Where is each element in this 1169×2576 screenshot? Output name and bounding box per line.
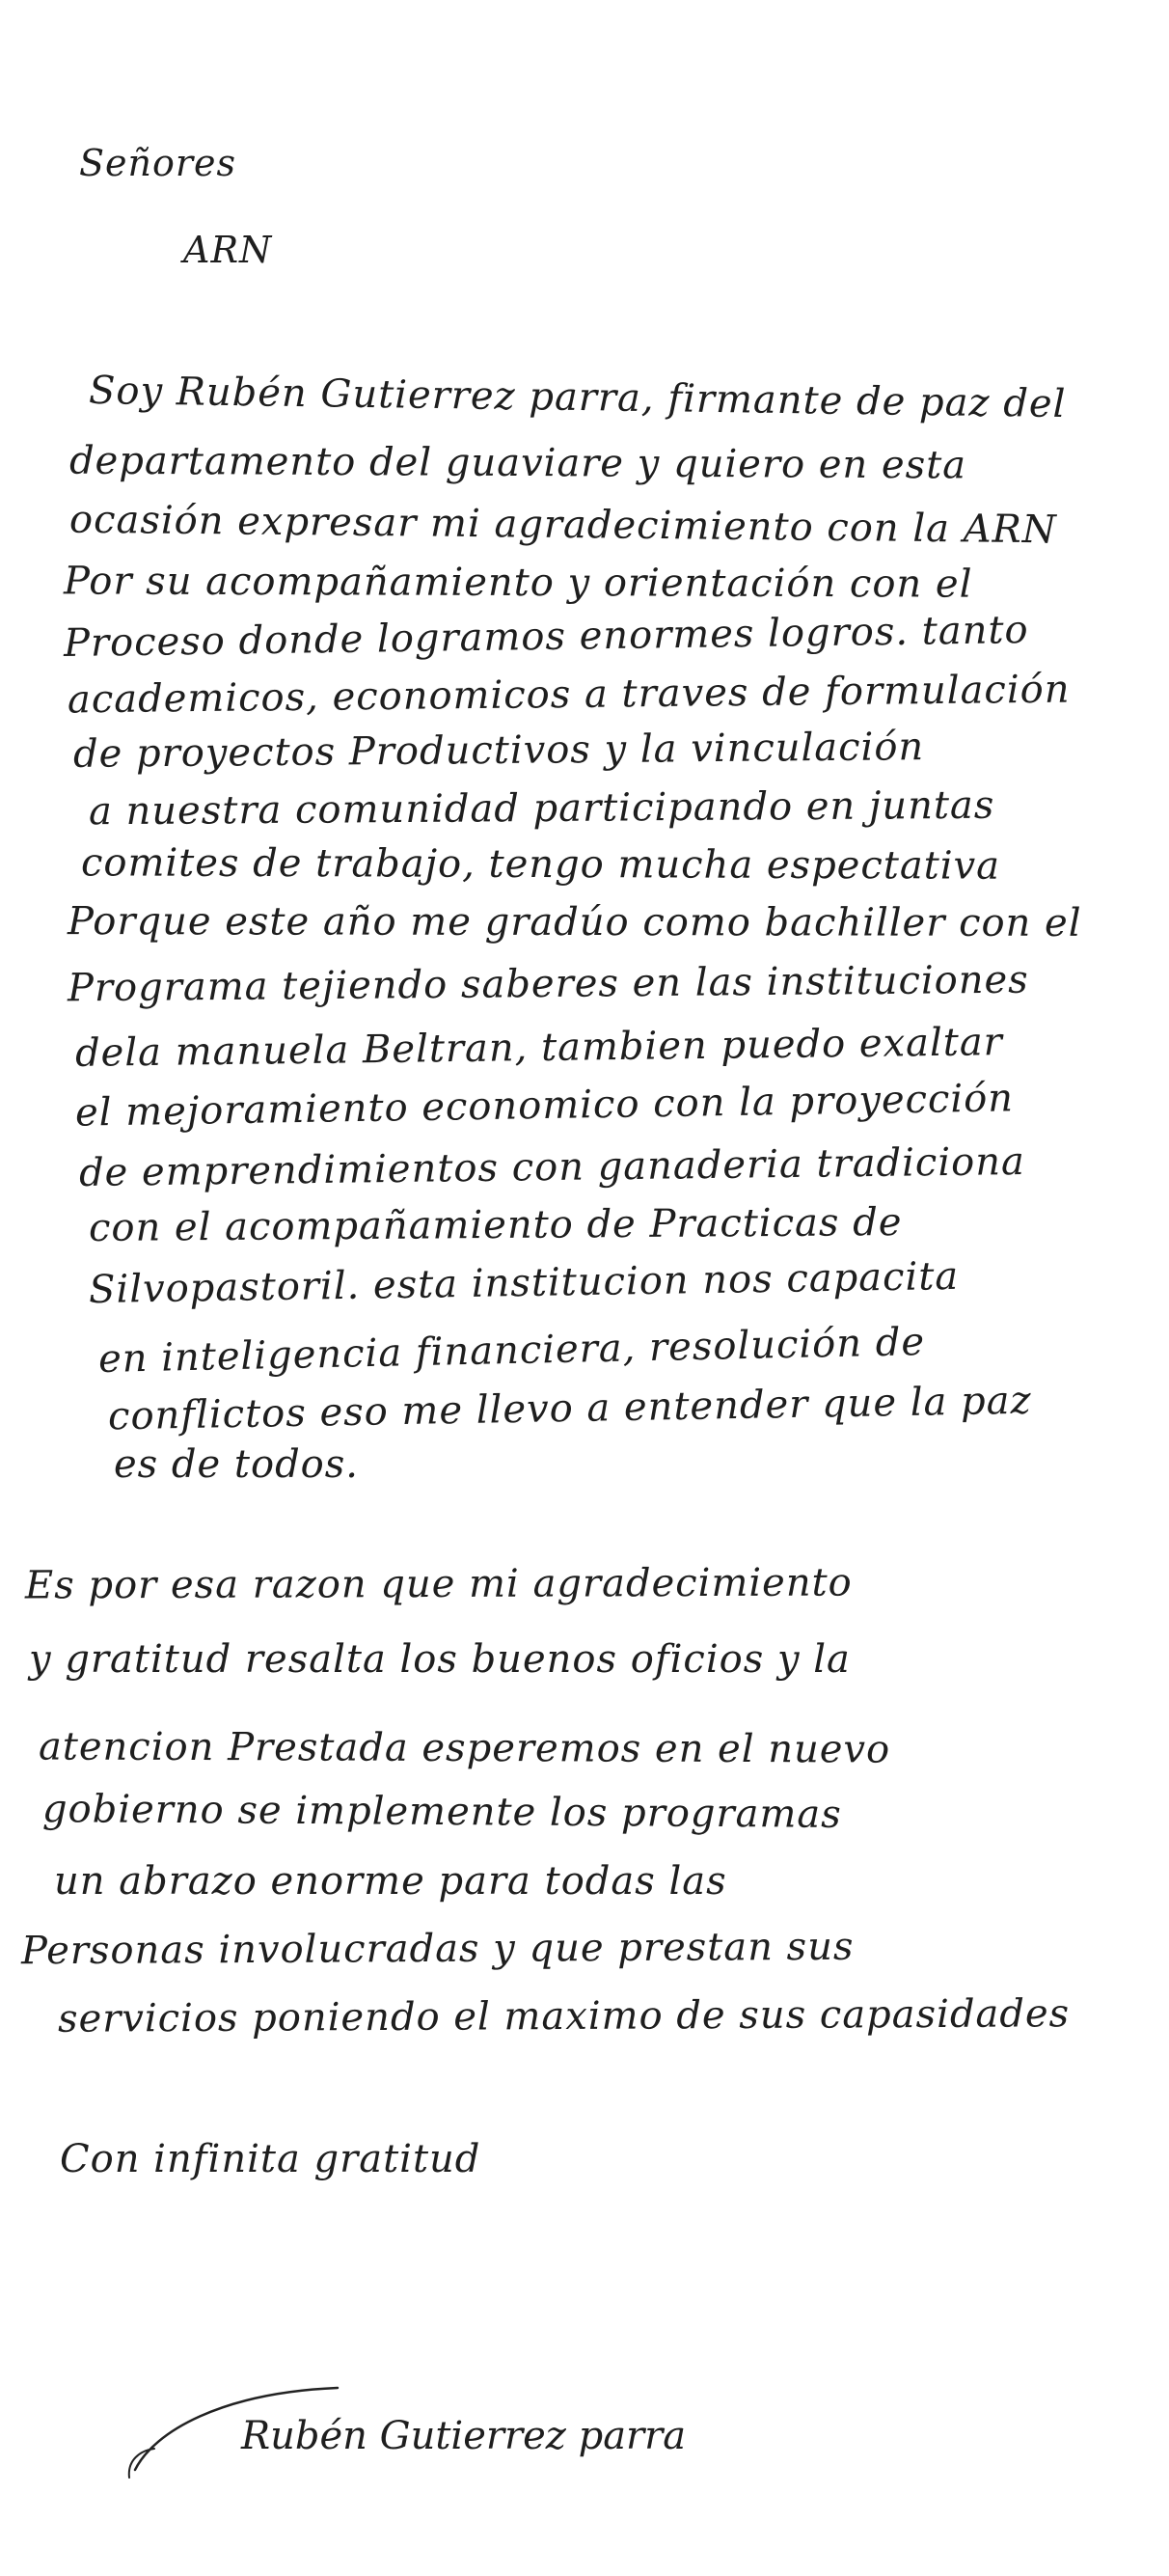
paragraph-1-line: Porque este año me gradúo como bachiller con el (67, 899, 1082, 945)
paragraph-1-line: dela manuela Beltran, tambien puedo exaltar (74, 1020, 1004, 1076)
paragraph-1-line: el mejoramiento economico con la proyección (74, 1076, 1015, 1136)
paragraph-1-line: academicos, economicos a traves de formulación (67, 667, 1071, 723)
paragraph-1-line: Proceso donde logramos enormes logros. tanto (63, 608, 1029, 666)
paragraph-1-line: departamento del guaviare y quiero en esta (68, 438, 967, 488)
recipient: ARN (183, 229, 273, 271)
paragraph-1-line: con el acompañamiento de Practicas de (88, 1200, 903, 1250)
signature (116, 2354, 714, 2499)
paragraph-1-line: Silvopastoril. esta institucion nos capacita (88, 1253, 960, 1313)
closing-line: Con infinita gratitud (60, 2137, 481, 2181)
paragraph-2-line: un abrazo enorme para todas las (54, 1859, 727, 1904)
paragraph-1-line: en inteligencia financiera, resolución de (97, 1320, 926, 1382)
paragraph-2-line: Personas involucradas y que prestan sus (20, 1924, 855, 1974)
paragraph-1-line: Por su acompañamiento y orientación con el (63, 559, 973, 607)
paragraph-1-line: a nuestra comunidad participando en juntas (88, 782, 995, 835)
paragraph-1-line: comites de trabajo, tengo mucha espectativa (80, 840, 1001, 889)
paragraph-1-line: Programa tejiendo saberes en las instituciones (67, 957, 1029, 1011)
paragraph-2-line: Es por esa razon que mi agradecimiento (24, 1560, 853, 1608)
paragraph-1-line: conflictos eso me llevo a entender que la paz (107, 1378, 1032, 1439)
signature-name: Rubén Gutierrez parra (241, 2414, 687, 2458)
paragraph-1-line: de proyectos Productivos y la vinculación (72, 725, 925, 777)
paragraph-1-line: ocasión expresar mi agradecimiento con la ARN (68, 497, 1057, 553)
paragraph-1-line: es de todos. (114, 1442, 359, 1487)
paragraph-2-line: servicios poniendo el maximo de sus capasidades (57, 1991, 1071, 2042)
paragraph-1-line: de emprendimientos con ganaderia tradiciona (78, 1139, 1026, 1195)
salutation: Señores (79, 142, 237, 184)
paragraph-1-line: Soy Rubén Gutierrez parra, firmante de paz del (88, 368, 1067, 427)
paragraph-2-line: y gratitud resalta los buenos oficios y la (29, 1637, 851, 1682)
paragraph-2-line: atencion Prestada esperemos en el nuevo (38, 1724, 891, 1772)
paragraph-2-line: gobierno se implemente los programas (41, 1787, 842, 1837)
